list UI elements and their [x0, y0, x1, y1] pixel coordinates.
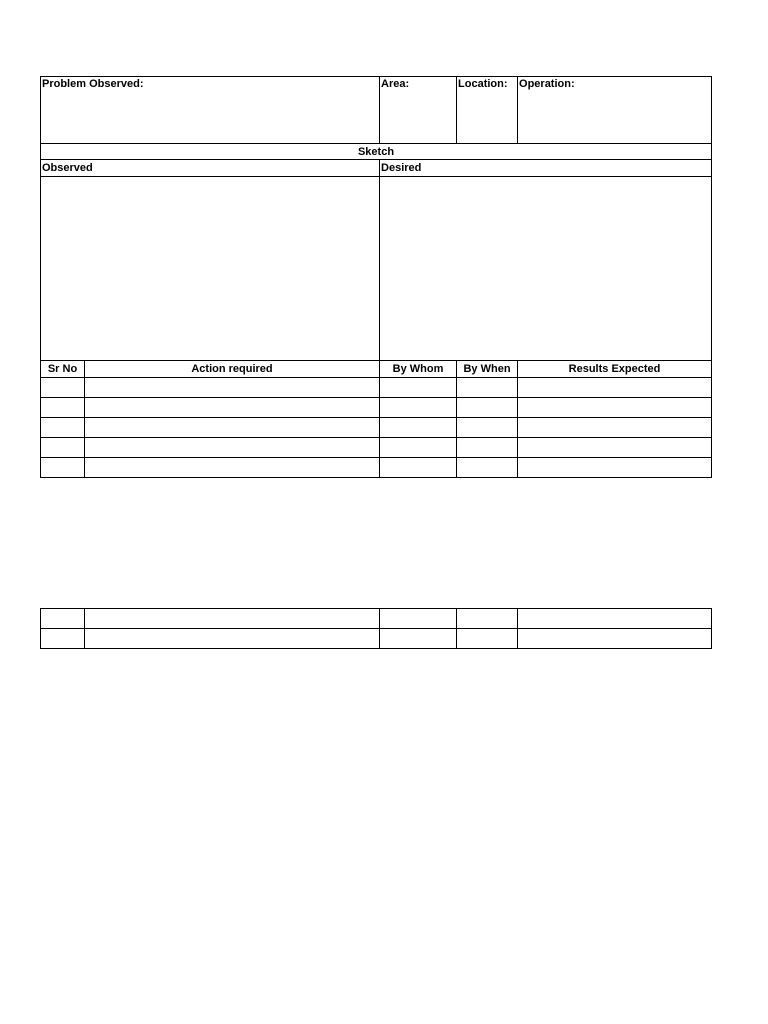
results-expected-cell[interactable]	[518, 418, 712, 438]
by-whom-cell[interactable]	[380, 458, 457, 478]
action-required-cell[interactable]	[85, 458, 380, 478]
observed-heading: Observed	[41, 160, 380, 177]
sr-no-cell[interactable]	[41, 629, 85, 649]
by-when-cell[interactable]	[457, 398, 518, 418]
action-required-cell[interactable]	[85, 629, 380, 649]
desired-sketch-area[interactable]	[380, 177, 712, 361]
location-label: Location:	[458, 78, 508, 90]
problem-observed-cell[interactable]	[41, 77, 380, 144]
sr-no-cell[interactable]	[41, 398, 85, 418]
table-row	[41, 398, 712, 418]
by-whom-header: By Whom	[380, 361, 457, 378]
location-cell[interactable]	[457, 77, 518, 144]
sr-no-cell[interactable]	[41, 458, 85, 478]
continuation-table	[40, 608, 712, 649]
table-row	[41, 629, 712, 649]
table-row	[41, 458, 712, 478]
results-expected-cell[interactable]	[518, 378, 712, 398]
by-whom-cell[interactable]	[380, 609, 457, 629]
action-plan-form	[40, 76, 712, 478]
action-required-cell[interactable]	[85, 398, 380, 418]
table-row	[41, 418, 712, 438]
by-when-header: By When	[457, 361, 518, 378]
results-expected-header: Results Expected	[518, 361, 712, 378]
by-when-cell[interactable]	[457, 378, 518, 398]
action-required-cell[interactable]	[85, 609, 380, 629]
by-whom-cell[interactable]	[380, 398, 457, 418]
by-when-cell[interactable]	[457, 629, 518, 649]
by-when-cell[interactable]	[457, 418, 518, 438]
observed-sketch-area[interactable]	[41, 177, 380, 361]
results-expected-cell[interactable]	[518, 609, 712, 629]
sr-no-cell[interactable]	[41, 378, 85, 398]
results-expected-cell[interactable]	[518, 398, 712, 418]
by-when-cell[interactable]	[457, 609, 518, 629]
action-required-header: Action required	[85, 361, 380, 378]
table-row	[41, 609, 712, 629]
by-when-cell[interactable]	[457, 458, 518, 478]
operation-cell[interactable]	[518, 77, 712, 144]
results-expected-cell[interactable]	[518, 438, 712, 458]
sketch-heading: Sketch	[41, 144, 712, 160]
by-whom-cell[interactable]	[380, 629, 457, 649]
sr-no-cell[interactable]	[41, 609, 85, 629]
problem-observed-label: Problem Observed:	[42, 78, 144, 90]
action-required-cell[interactable]	[85, 378, 380, 398]
sr-no-header: Sr No	[41, 361, 85, 378]
by-whom-cell[interactable]	[380, 378, 457, 398]
by-whom-cell[interactable]	[380, 438, 457, 458]
operation-label: Operation:	[519, 78, 575, 90]
by-when-cell[interactable]	[457, 438, 518, 458]
area-cell[interactable]	[380, 77, 457, 144]
desired-heading: Desired	[380, 160, 712, 177]
action-required-cell[interactable]	[85, 438, 380, 458]
by-whom-cell[interactable]	[380, 418, 457, 438]
sr-no-cell[interactable]	[41, 418, 85, 438]
table-row	[41, 378, 712, 398]
sr-no-cell[interactable]	[41, 438, 85, 458]
action-required-cell[interactable]	[85, 418, 380, 438]
results-expected-cell[interactable]	[518, 458, 712, 478]
area-label: Area:	[381, 78, 410, 90]
table-row	[41, 438, 712, 458]
results-expected-cell[interactable]	[518, 629, 712, 649]
